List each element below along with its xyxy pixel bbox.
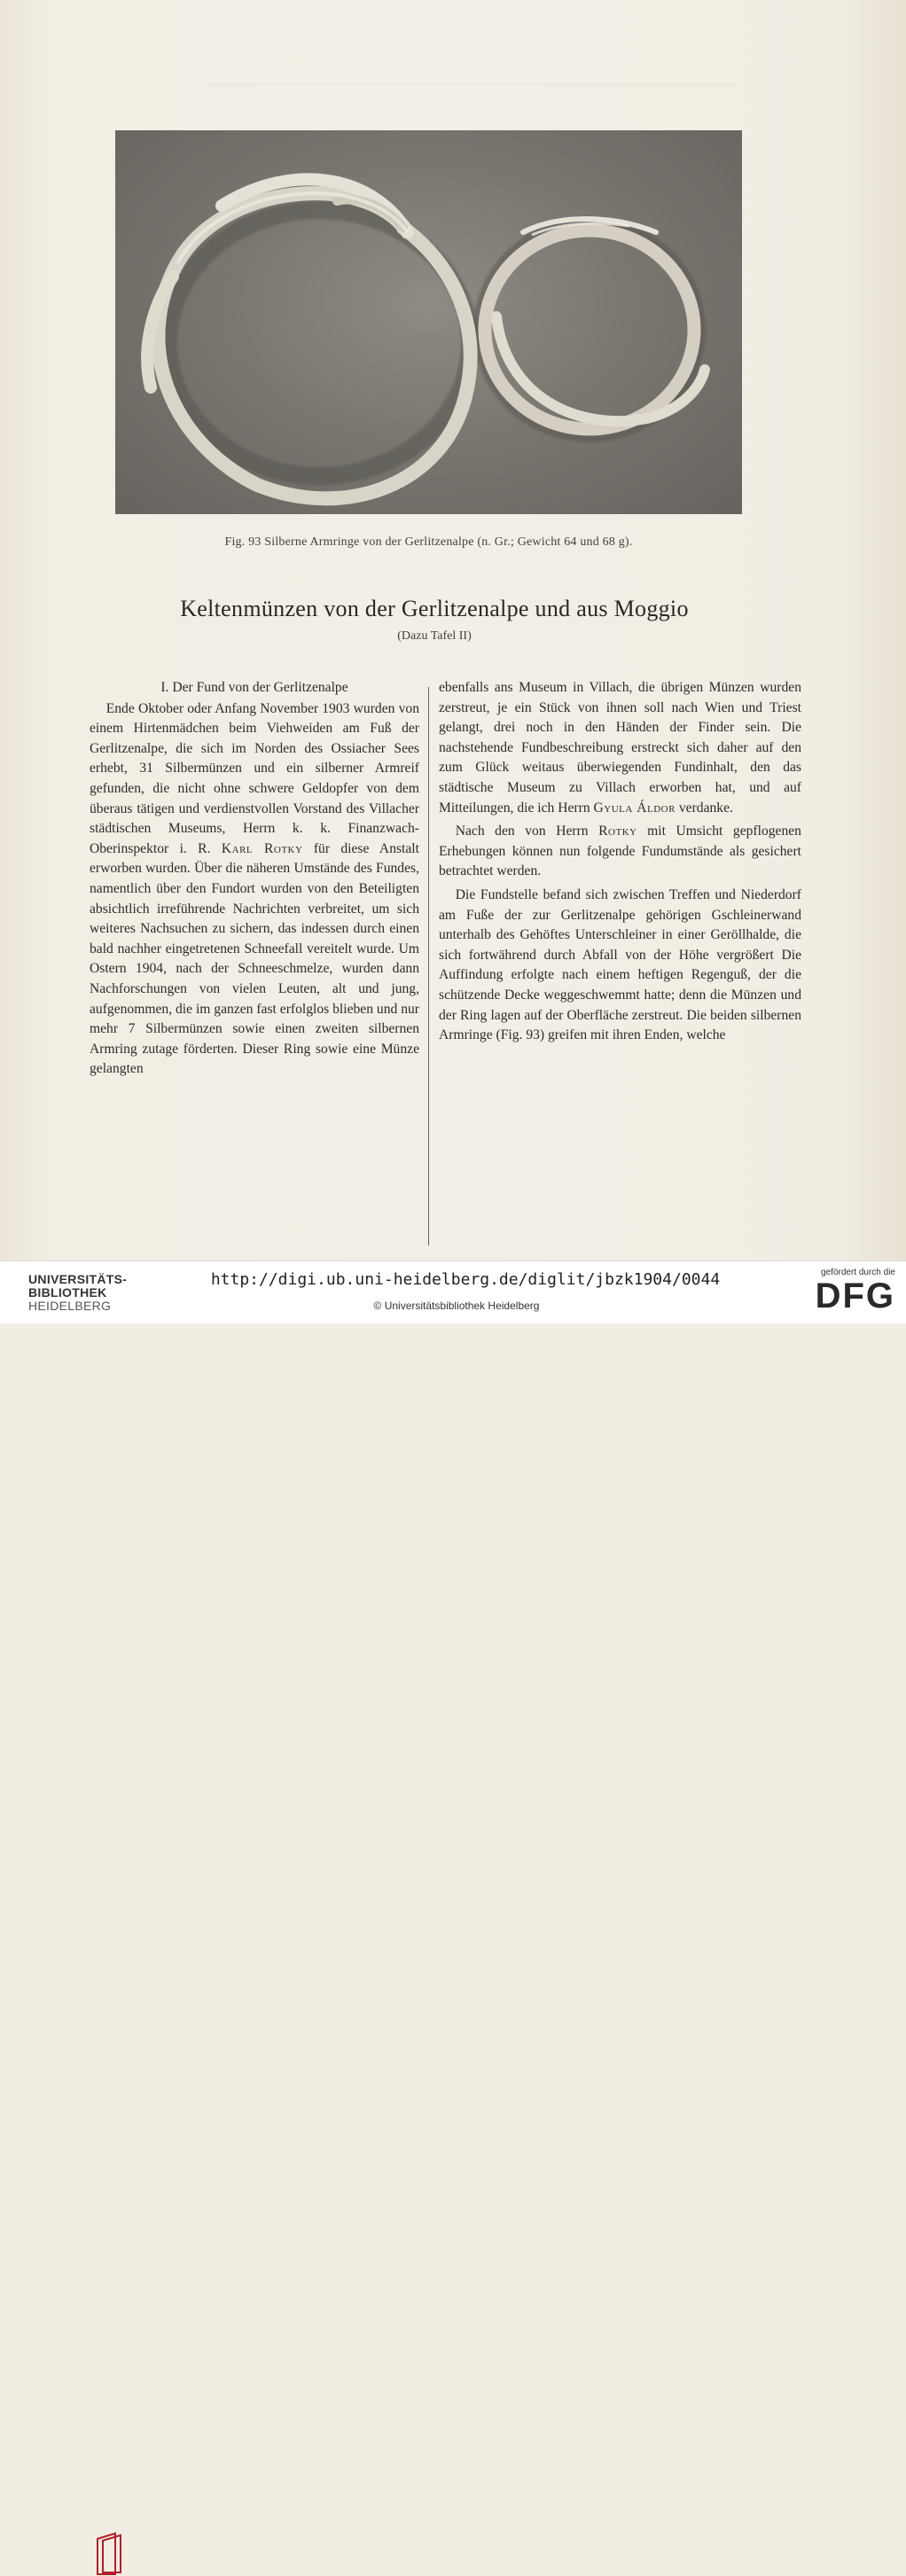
library-name bbox=[28, 1273, 127, 1313]
scanned-page bbox=[0, 0, 906, 1261]
paragraph-3 bbox=[439, 822, 801, 882]
paragraph-1 bbox=[90, 699, 419, 1080]
paragraph-4: Die Fundstelle befand sich zwischen Treffen und Niederdorf am Fuße der zur Gerlitzenalpe gehörigen Gschleinerwand unterhalb des Gehöftes Unterschleiner in einer Geröllhalde, die sich fortwährend durch Abfall von der Höhe vergrößert Die Auffindung erfolgte nach einem heftigen Regenguß, der die schützende Decke weggeschwemmt hatte; denn die Münzen und der Ring lagen auf der Oberfläche zerstreut. Die beiden silbernen Armringe (Fig. 93) greifen mit ihren Enden, welche bbox=[439, 886, 801, 1043]
copyright-notice: © Universitätsbibliothek Heidelberg bbox=[373, 1300, 540, 1312]
paragraph-3-start: Nach den von Herrn bbox=[455, 824, 589, 839]
paragraph-1-text: Ende Oktober oder Anfang November 1903 wurden von einem Hirtenmädchen beim Viehweiden am Fuß der Gerlitzenalpe, die sich im Norden des Ossiacher Sees erhebt, 31 Silbermünzen und ein silberner Armreif gefunden, die nicht ohne schwere Geldopfer von dem überaus tätigen und verdienstvollen Vorstand des Villacher städtischen Museums, Herrn k. k. Finanzwach-Oberinspektor i. R. bbox=[90, 700, 419, 856]
dfg-logo: DFG bbox=[815, 1276, 895, 1315]
article-subtitle: (Dazu Tafel II) bbox=[397, 629, 472, 643]
article-title: Keltenmünzen von der Gerlitzenalpe und aus Moggio bbox=[180, 596, 689, 621]
library-line-2: BIBLIOTHEK bbox=[28, 1285, 107, 1300]
funding-note: gefördert durch die bbox=[821, 1268, 895, 1277]
library-line-1: UNIVERSITÄTS- bbox=[28, 1272, 128, 1286]
text-column-left bbox=[90, 678, 419, 1080]
library-logo-icon bbox=[89, 2532, 213, 2576]
bleed-through bbox=[204, 84, 736, 98]
library-line-3: HEIDELBERG bbox=[28, 1299, 112, 1313]
column-rule bbox=[428, 687, 429, 1245]
paragraph-3-end: mit Umsicht gepflogenen Erhebungen können nun folgende Fundumstände als gesichert betrachtet werden. bbox=[439, 824, 801, 879]
person-name-aldor: Gyula Áldor bbox=[593, 800, 676, 816]
armrings-illustration bbox=[115, 130, 742, 514]
paragraph-2-end: verdanke. bbox=[678, 800, 733, 816]
permalink-url[interactable]: http://digi.ub.uni-heidelberg.de/diglit/jbzk1904/0044 bbox=[210, 1270, 721, 1289]
figure-caption: Fig. 93 Silberne Armringe von der Gerlitzenalpe (n. Gr.; Gewicht 64 und 68 g). bbox=[224, 535, 633, 549]
section-heading: I. Der Fund von der Gerlitzenalpe bbox=[160, 680, 348, 695]
paragraph-2 bbox=[439, 678, 801, 818]
right-armring bbox=[485, 230, 694, 429]
figure-photo-armrings bbox=[115, 130, 742, 514]
person-name-rotky: Karl Rotky bbox=[221, 840, 303, 856]
paragraph-1-cont: für diese Anstalt erworben wurden. Über die näheren Umstände des Fundes, namentlich über den Fundort wurden von den Beteiligten absichtlich irreführende Nachrichten verbreitet, um sich weiteres Nachsuchen zu sichern, das indessen durch einen bald nachher eingetretenen Schneefall vereitelt wurde. Um Ostern 1904, nach der Schneeschmelze, wurden dann Nachforschungen von vielen Leuten, alt und jung, aufgenommen, die im ganzen fast erfolglos blieben und nur mehr 7 Silbermünzen sowie einen zweiten silbernen Armring zutage förderten. Dieser Ring sowie eine Münze gelangten bbox=[90, 840, 419, 1077]
paragraph-2-text: ebenfalls ans Museum in Villach, die übrigen Münzen wurden zerstreut, je ein Stück von ihnen soll nach Wien und Triest gelangt, drei noch in den Händen der Finder sein. Die nachstehende Fundbeschreibung erstreckt sich daher auf den zum Glück weitaus überwiegenden Fundinhalt, den das städtische Museum zu Villach erworben hat, und auf Mitteilungen, die ich Herrn bbox=[439, 680, 801, 816]
left-armring bbox=[158, 193, 470, 498]
text-column-right bbox=[439, 678, 801, 1046]
person-name-rotky-2: Rotky bbox=[598, 824, 637, 839]
